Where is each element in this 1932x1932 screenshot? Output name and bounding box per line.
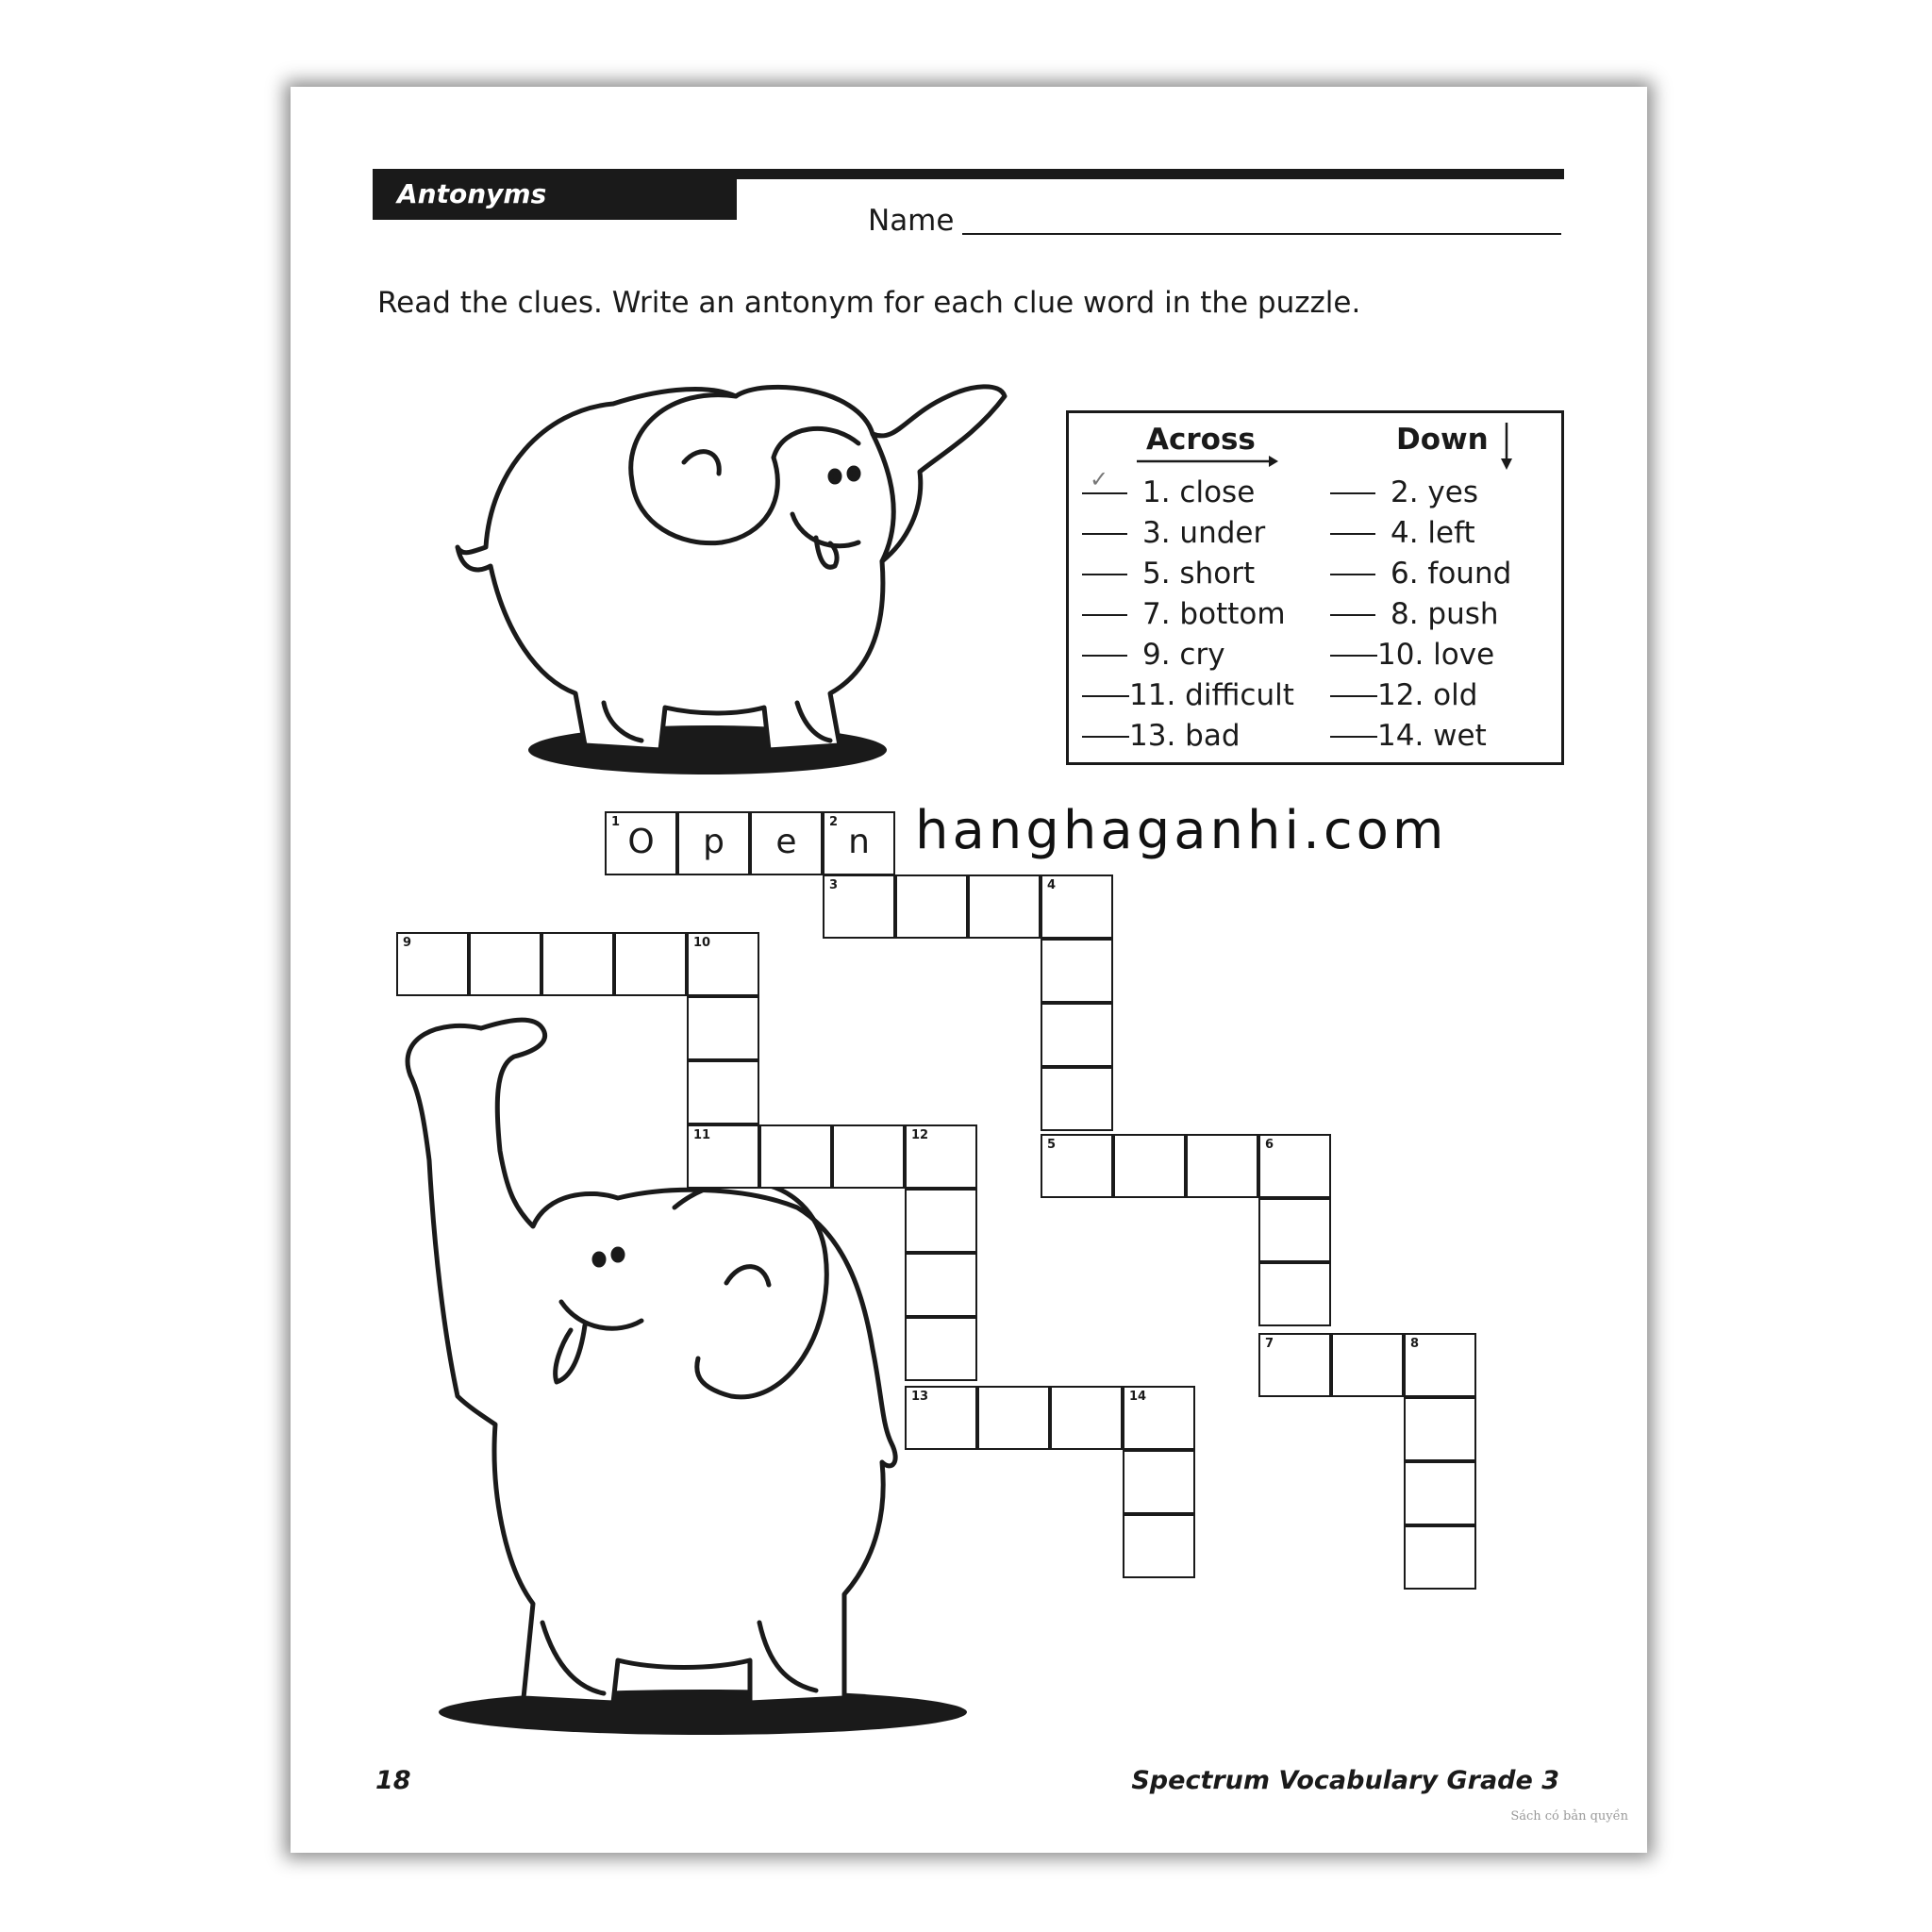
- clue-text: 6. found: [1391, 557, 1512, 591]
- clue-blank[interactable]: [1082, 706, 1129, 738]
- crossword-cell[interactable]: [469, 932, 541, 996]
- crossword-cell[interactable]: [605, 811, 677, 875]
- clue-text: 3. under: [1142, 516, 1266, 550]
- clue-text: 5. short: [1142, 557, 1256, 591]
- clue-down-4: [1330, 503, 1511, 550]
- cell-letter: O: [627, 823, 655, 861]
- cell-number: 9: [403, 936, 412, 950]
- crossword-cell[interactable]: [1404, 1333, 1476, 1397]
- clue-down-14: [1330, 706, 1511, 753]
- clue-text: 7. bottom: [1142, 597, 1286, 631]
- down-heading: Down: [1396, 423, 1489, 457]
- elephant-top-icon: [453, 368, 1019, 792]
- clue-text: 12. old: [1377, 678, 1478, 712]
- page-number: 18: [375, 1766, 411, 1795]
- crossword-cell[interactable]: [1123, 1514, 1195, 1578]
- crossword-cell[interactable]: [1258, 1262, 1331, 1326]
- name-label: Name: [868, 204, 955, 238]
- cell-number: 12: [911, 1128, 929, 1142]
- clue-blank[interactable]: [1330, 503, 1375, 535]
- crossword-cell[interactable]: [905, 1124, 977, 1189]
- crossword-cell[interactable]: [895, 874, 968, 939]
- crossword-cell[interactable]: [677, 811, 750, 875]
- crossword-cell[interactable]: [1404, 1461, 1476, 1525]
- clue-text: 2. yes: [1391, 475, 1478, 509]
- clue-across-11: [1082, 665, 1294, 712]
- crossword-cell[interactable]: [1041, 1067, 1113, 1131]
- clue-down-8: [1330, 584, 1511, 631]
- clue-across-7: [1082, 584, 1294, 631]
- clue-blank[interactable]: [1330, 625, 1377, 657]
- clue-blank[interactable]: [1082, 543, 1127, 575]
- clue-blank[interactable]: [1082, 503, 1127, 535]
- crossword-cell[interactable]: [1041, 874, 1113, 939]
- cell-number: 14: [1129, 1390, 1147, 1404]
- crossword-cell[interactable]: [1404, 1525, 1476, 1590]
- clue-blank[interactable]: [1330, 706, 1377, 738]
- cell-number: 1: [611, 815, 621, 829]
- cell-letter: p: [703, 823, 724, 861]
- crossword-cell[interactable]: [1331, 1333, 1404, 1397]
- crossword-cell[interactable]: [1258, 1134, 1331, 1198]
- crossword-cell[interactable]: [1123, 1450, 1195, 1514]
- crossword-cell[interactable]: [1050, 1386, 1123, 1450]
- across-heading: Across: [1146, 423, 1256, 457]
- clue-text: 1. close: [1142, 475, 1256, 509]
- clue-blank[interactable]: [1330, 462, 1375, 494]
- crossword-cell[interactable]: [1041, 1134, 1113, 1198]
- clue-across-3: [1082, 503, 1294, 550]
- watermark-text: hanghaganhi.com: [915, 800, 1448, 861]
- crossword-cell[interactable]: [687, 996, 759, 1060]
- crossword-cell[interactable]: [687, 932, 759, 996]
- crossword-cell[interactable]: [823, 874, 895, 939]
- crossword-cell[interactable]: [823, 811, 895, 875]
- name-field[interactable]: [962, 233, 1561, 235]
- cell-number: 13: [911, 1390, 929, 1404]
- crossword-cell[interactable]: [396, 932, 469, 996]
- crossword-cell[interactable]: [687, 1124, 759, 1189]
- clue-blank[interactable]: [1082, 462, 1127, 494]
- crossword-cell[interactable]: [1113, 1134, 1186, 1198]
- crossword-cell[interactable]: [1404, 1397, 1476, 1461]
- section-label: Antonyms: [373, 169, 737, 220]
- across-clues: [1082, 462, 1294, 753]
- crossword-cell[interactable]: [541, 932, 614, 996]
- clue-text: 11. difficult: [1129, 678, 1294, 712]
- clue-box: [1066, 410, 1564, 765]
- crossword-cell[interactable]: [614, 932, 687, 996]
- clue-blank[interactable]: [1330, 665, 1377, 697]
- crossword-cell[interactable]: [1123, 1386, 1195, 1450]
- cell-number: 4: [1047, 878, 1057, 892]
- clue-blank[interactable]: [1082, 584, 1127, 616]
- checkmark-icon: ✓: [1090, 466, 1109, 492]
- clue-text: 4. left: [1391, 516, 1475, 550]
- cell-number: 6: [1265, 1138, 1274, 1152]
- cell-number: 5: [1047, 1138, 1057, 1152]
- clue-across-9: [1082, 625, 1294, 672]
- crossword-cell[interactable]: [905, 1189, 977, 1253]
- clue-blank[interactable]: [1082, 665, 1129, 697]
- clue-down-12: [1330, 665, 1511, 712]
- crossword-cell[interactable]: [759, 1124, 832, 1189]
- clue-down-2: [1330, 462, 1511, 509]
- cell-number: 3: [829, 878, 839, 892]
- instructions: Read the clues. Write an antonym for each clue word in the puzzle.: [377, 286, 1361, 320]
- crossword-cell[interactable]: [687, 1060, 759, 1124]
- crossword-cell[interactable]: [1258, 1198, 1331, 1262]
- down-clues: [1330, 462, 1512, 753]
- book-title: Spectrum Vocabulary Grade 3: [1131, 1766, 1559, 1795]
- clue-down-6: [1330, 543, 1512, 591]
- cell-number: 8: [1410, 1337, 1420, 1351]
- clue-blank[interactable]: [1082, 625, 1127, 657]
- clue-text: 10. love: [1377, 638, 1495, 672]
- crossword-cell[interactable]: [832, 1124, 905, 1189]
- crossword-cell[interactable]: [1041, 1003, 1113, 1067]
- crossword-cell[interactable]: [750, 811, 823, 875]
- clue-across-1: [1082, 462, 1294, 509]
- clue-across-5: [1082, 543, 1294, 591]
- cell-number: 11: [693, 1128, 711, 1142]
- clue-blank[interactable]: [1330, 584, 1375, 616]
- clue-down-10: [1330, 625, 1511, 672]
- copyright-note: Sách có bản quyền: [1510, 1809, 1628, 1824]
- cell-number: 2: [829, 815, 839, 829]
- crossword-cell[interactable]: [977, 1386, 1050, 1450]
- crossword-cell[interactable]: [905, 1253, 977, 1317]
- cell-letter: n: [848, 823, 870, 861]
- cell-letter: e: [775, 823, 797, 861]
- clue-text: 8. push: [1391, 597, 1499, 631]
- cell-number: 7: [1265, 1337, 1274, 1351]
- crossword-cell[interactable]: [905, 1317, 977, 1381]
- clue-text: 13. bad: [1129, 719, 1241, 753]
- clue-across-13: [1082, 706, 1294, 753]
- clue-text: 9. cry: [1142, 638, 1225, 672]
- crossword-cell[interactable]: [1041, 939, 1113, 1003]
- clue-text: 14. wet: [1377, 719, 1487, 753]
- clue-blank[interactable]: [1330, 543, 1375, 575]
- cell-number: 10: [693, 936, 711, 950]
- crossword-cell[interactable]: [905, 1386, 977, 1450]
- crossword-cell[interactable]: [1186, 1134, 1258, 1198]
- crossword-cell[interactable]: [1258, 1333, 1331, 1397]
- crossword-cell[interactable]: [968, 874, 1041, 939]
